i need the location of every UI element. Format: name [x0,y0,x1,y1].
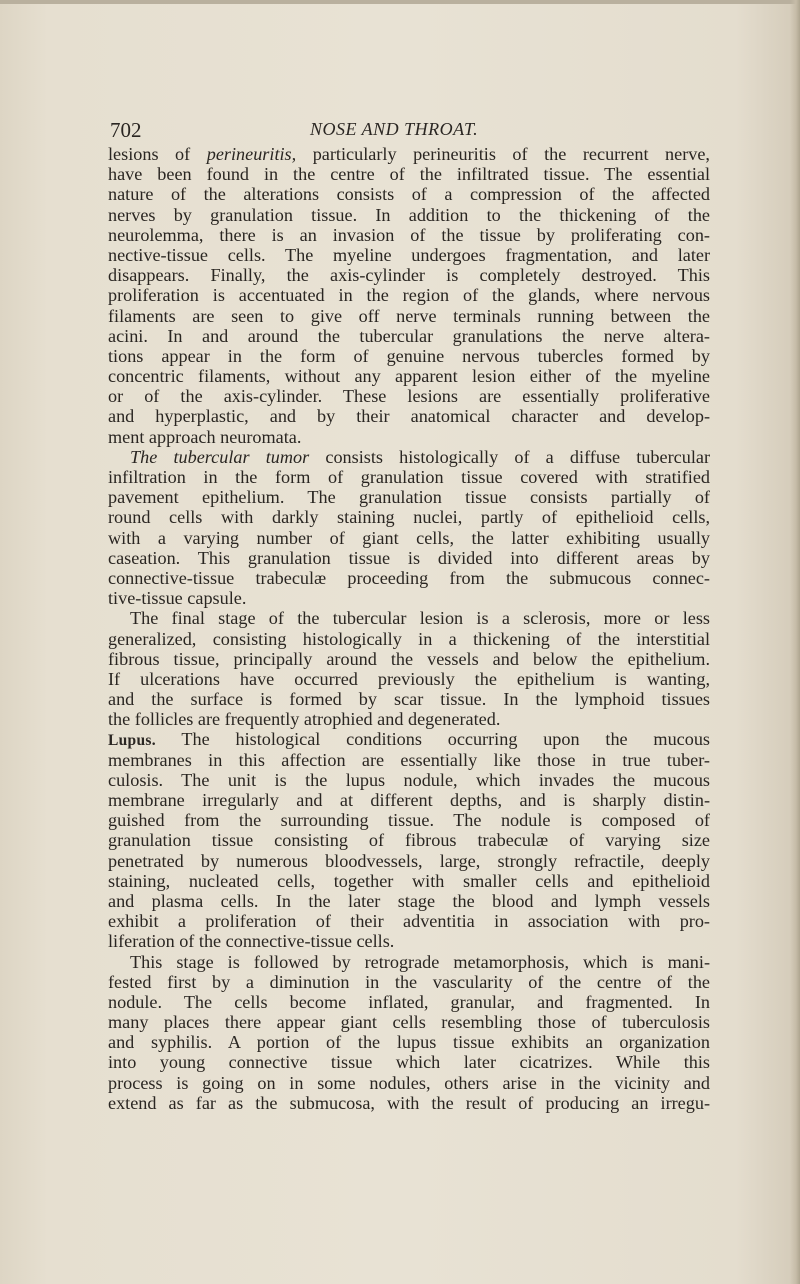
text-line [108,830,710,850]
text-line [108,891,710,911]
text-run: process is going on in some nodules, others arise in the vicinity and [108,1072,710,1093]
text-line [108,326,710,346]
text-run: infiltration in the form of granulation tissue covered with stratified [108,467,710,487]
text-run: disappears. Finally, the axis-cylinder is completely destroyed. This [108,265,710,286]
text-run: generalized, consisting histologically in a thickening of the interstitial [108,628,710,649]
text-run: with a varying number of giant cells, the latter exhibiting usually [108,527,710,548]
text-run: and the surface is formed by scar tissue. In the lymphoid tissues [108,689,710,710]
text-run: nerves by granulation tissue. In addition to the thickening of the [108,204,710,225]
text-line [108,225,710,245]
text-line [108,1093,710,1113]
text-line [108,992,710,1012]
text-line [108,770,710,790]
text-run: nodule. The cells become inflated, granular, and fragmented. In [108,991,710,1012]
text-run: exhibit a proliferation of their adventitia in association with pro- [108,911,710,932]
text-run: round cells with darkly staining nuclei, partly of epithelioid cells, [108,507,710,528]
text-line [108,689,710,709]
text-line [108,548,710,568]
text-run: concentric filaments, without any apparent lesion either of the myeline [108,366,710,387]
text-run: membrane irregularly and at different depths, and is sharply distin- [108,790,710,810]
body-text [108,144,710,1113]
text-run: membranes in this affection are essentially like those in true tuber- [108,749,710,770]
running-head [0,118,800,144]
text-line [108,386,710,406]
text-run: The final stage of the tubercular lesion is a sclerosis, more or less [130,608,710,629]
text-line [108,427,710,447]
text-run: If ulcerations have occurred previously the epithelium is wanting, [108,668,710,689]
text-run: nature of the alterations consists of a compression of the affected [108,184,710,205]
text-line [108,467,710,487]
text-line [108,184,710,204]
text-line [108,528,710,548]
text-line [108,1052,710,1072]
text-line [108,709,710,729]
text-line [108,972,710,992]
text-run: liferation of the connective-tissue cells. [108,931,395,952]
text-run: proliferation is accentuated in the region of the glands, where nervous [108,285,710,306]
text-line [108,144,710,164]
text-run: filaments are seen to give off nerve terminals running between the [108,305,710,326]
text-run: acini. In and around the tubercular granulations the nerve altera- [108,325,710,346]
text-run: particularly perineuritis of the recurrent nerve, [296,144,710,164]
text-line [108,931,710,951]
section-heading: Lupus. [108,732,156,750]
text-run: into young connective tissue which later cicatrizes. While this [108,1052,710,1073]
text-run: ment approach neuromata. [108,426,302,447]
page-number: 702 [110,118,142,142]
text-run: staining, nucleated cells, together with smaller cells and epithelioid [108,870,710,891]
text-line [108,447,710,467]
text-line [108,346,710,366]
text-run: or of the axis-cylinder. These lesions are essentially proliferative [108,386,710,407]
text-line [108,851,710,871]
text-run: extend as far as the submucosa, with the result of producing an irregu- [108,1092,710,1113]
text-run: connective-tissue trabeculæ proceeding from the submucous connec- [108,567,710,588]
text-line [108,608,710,628]
text-run: tions appear in the form of genuine nervous tubercles formed by [108,345,710,366]
italic-term: The tubercular tumor [130,446,310,467]
text-line [108,507,710,527]
text-run: fibrous tissue, principally around the vessels and below the epithelium. [108,648,710,669]
text-run: have been found in the centre of the infiltrated tissue. The essential [108,164,710,185]
text-run: nective-tissue cells. The myeline undergoes fragmentation, and later [108,244,710,265]
text-line [108,366,710,386]
text-line [108,729,710,749]
page-top-edge [0,0,800,4]
text-run: culosis. The unit is the lupus nodule, which invades the mucous [108,769,710,790]
text-run: guished from the surrounding tissue. The nodule is composed of [108,810,710,831]
text-line [108,265,710,285]
text-line [108,245,710,265]
text-line [108,487,710,507]
text-line [108,750,710,770]
text-run: and hyperplastic, and by their anatomical character and develop- [108,406,710,427]
text-line [108,871,710,891]
text-run: consists histologically of a diffuse tubercular [309,446,710,467]
text-run: The histological conditions occurring upon the mucous [155,729,710,750]
text-line [108,669,710,689]
text-run: and syphilis. A portion of the lupus tissue exhibits an organization [108,1032,710,1053]
text-run: caseation. This granulation tissue is divided into different areas by [108,547,710,568]
text-line [108,406,710,426]
text-line [108,1073,710,1093]
text-line [108,164,710,184]
text-run: the follicles are frequently atrophied and degenerated. [108,709,501,730]
text-line [108,810,710,830]
text-run: granulation tissue consisting of fibrous trabeculæ of varying size [108,830,710,851]
text-run: neurolemma, there is an invasion of the tissue by proliferating con- [108,224,710,245]
running-title: NOSE AND THROAT. [310,119,479,139]
text-line [108,1012,710,1032]
text-line [108,629,710,649]
text-line [108,588,710,608]
text-run: penetrated by numerous bloodvessels, large, strongly refractile, deeply [108,850,710,871]
text-run: This stage is followed by retrograde metamorphosis, which is mani- [130,951,710,972]
text-line [108,790,710,810]
page-gutter-shadow [790,0,800,1284]
text-line [108,911,710,931]
text-line [108,1032,710,1052]
text-line [108,649,710,669]
text-run: and plasma cells. In the later stage the blood and lymph vessels [108,890,710,911]
text-run: fested first by a diminution in the vascularity of the centre of the [108,971,710,992]
text-run: many places there appear giant cells resembling those of tuberculosis [108,1012,710,1033]
text-line [108,205,710,225]
text-line [108,952,710,972]
text-run: tive-tissue capsule. [108,588,247,609]
text-line [108,568,710,588]
text-line [108,285,710,305]
text-line [108,306,710,326]
italic-term: perineuritis, [206,144,297,164]
text-run: lesions of [108,144,207,164]
text-run: pavement epithelium. The granulation tissue consists partially of [108,487,710,508]
